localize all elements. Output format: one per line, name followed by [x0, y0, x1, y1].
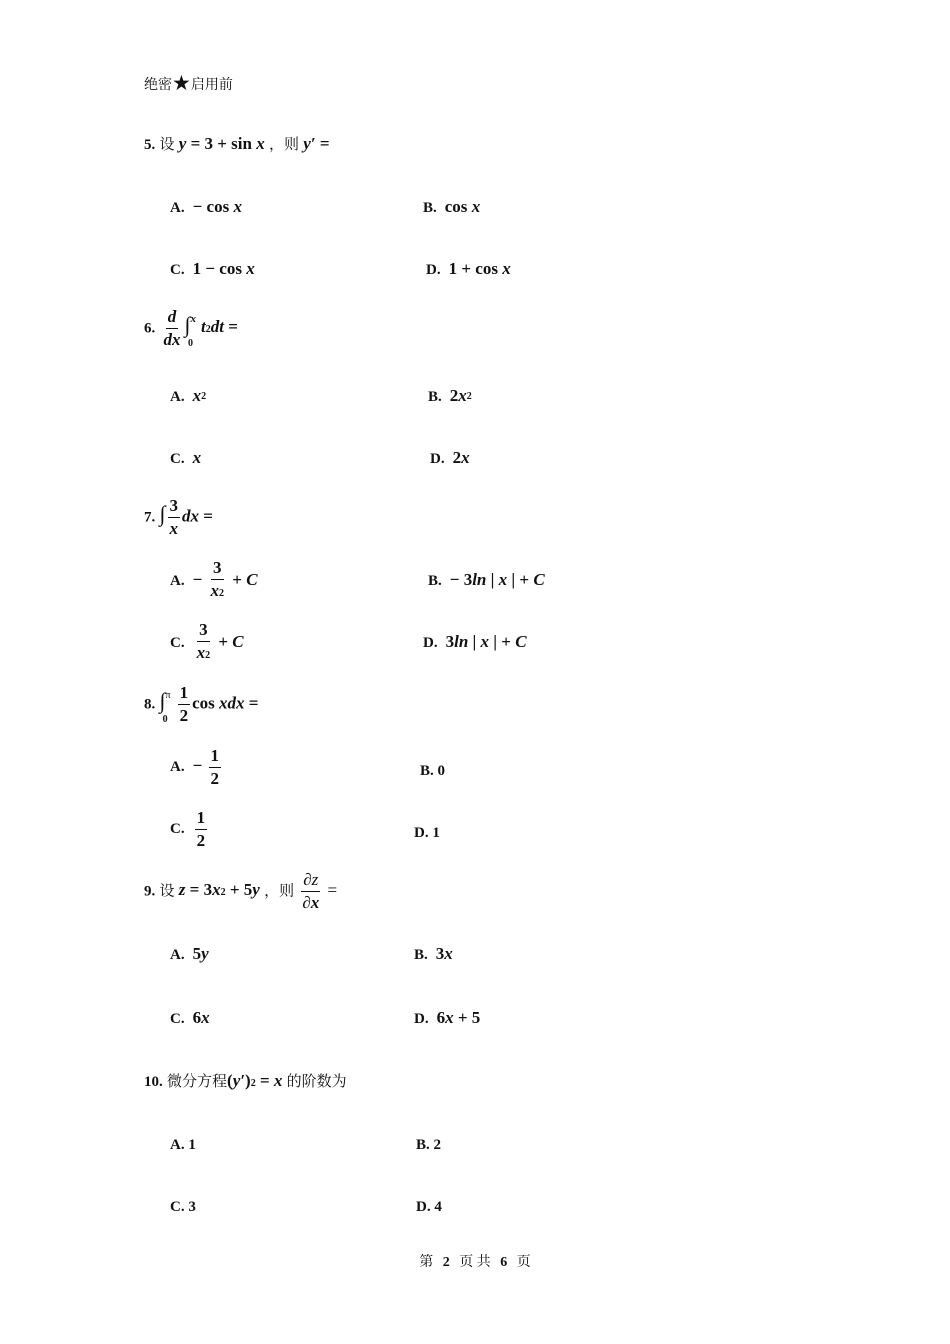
- option-label: B. 0: [420, 763, 446, 779]
- header-suffix: 启用前: [190, 78, 233, 93]
- option-formula: 1 − cos x: [192, 259, 255, 278]
- question-number: 5.: [144, 137, 156, 153]
- option-formula: 2x: [452, 448, 470, 467]
- stem-text: 微分方程: [167, 1074, 228, 1090]
- question-7-option-a[interactable]: [170, 558, 258, 604]
- question-8-option-c[interactable]: [170, 808, 209, 851]
- option-label: D.: [430, 451, 445, 467]
- fraction: $\frac{1}{2}$: [179, 683, 189, 725]
- fraction: $\frac{3}{x}$: [169, 496, 179, 538]
- question-5-option-c[interactable]: [170, 259, 255, 279]
- question-5-option-b[interactable]: [423, 197, 480, 217]
- option-formula: 6x + 5: [436, 1008, 481, 1027]
- option-label: A. 1: [170, 1137, 196, 1153]
- question-9-stem: 9. 设 z = 3x2 + 5y ，则 $\frac{\partial z}{\partial x}$ =: [144, 870, 338, 912]
- formula: z = 3x2 + 5y: [178, 880, 260, 900]
- option-label: C.: [170, 451, 185, 467]
- stem-text: ，则: [264, 883, 295, 900]
- formula: y′ =: [303, 134, 330, 153]
- question-number: 10.: [144, 1074, 163, 1090]
- option-label: A.: [170, 572, 185, 589]
- question-6-option-b[interactable]: [428, 386, 472, 406]
- option-label: B.: [428, 389, 442, 405]
- option-formula: − cos x: [192, 197, 242, 216]
- integral-sign: ∫: [184, 312, 191, 338]
- question-6-option-c[interactable]: [170, 448, 201, 468]
- formula: y = 3 + sin x: [178, 134, 265, 153]
- option-formula: − $\frac{3}{x2}$ + C: [192, 558, 258, 600]
- question-9-option-c[interactable]: [170, 1008, 210, 1028]
- option-formula: 3ln | x | + C: [445, 632, 527, 651]
- option-label: C.: [170, 262, 185, 278]
- question-7-option-b[interactable]: [428, 570, 545, 590]
- question-9-option-b[interactable]: [414, 944, 453, 964]
- question-7-option-d[interactable]: [423, 632, 527, 652]
- option-formula: 2x2: [449, 386, 472, 405]
- question-10-stem: [144, 1070, 347, 1091]
- footer-text: 页: [516, 1255, 531, 1270]
- footer-text: 第: [419, 1255, 434, 1270]
- option-formula: 5y: [192, 944, 209, 963]
- question-5-option-d[interactable]: [426, 259, 511, 279]
- option-formula: x: [192, 448, 202, 467]
- option-formula: 1 + cos x: [448, 259, 511, 278]
- formula: (y′)2 = x: [227, 1071, 283, 1090]
- option-label: A.: [170, 947, 185, 963]
- option-label: D.: [414, 1011, 429, 1027]
- question-6-option-d[interactable]: [430, 448, 470, 468]
- option-label: D. 4: [416, 1199, 442, 1215]
- question-10-option-d[interactable]: [416, 1196, 450, 1216]
- question-5-stem: [144, 133, 330, 154]
- question-8-stem: 8. ∫$^\pi_0$ $\frac{1}{2}$ cos xdx =: [144, 683, 259, 726]
- option-label: D. 1: [414, 825, 440, 841]
- question-8-option-a[interactable]: [170, 746, 223, 789]
- option-label: C.: [170, 821, 185, 838]
- question-10-option-c[interactable]: [170, 1196, 204, 1216]
- question-9-option-d[interactable]: [414, 1008, 480, 1028]
- formula: dx =: [182, 506, 213, 526]
- option-label: B. 2: [416, 1137, 442, 1153]
- option-label: C.: [170, 634, 185, 651]
- footer-text: 页: [459, 1255, 474, 1270]
- question-9-option-a[interactable]: [170, 944, 209, 964]
- option-formula: 6x: [192, 1008, 210, 1027]
- option-formula: $\frac{3}{x2}$ + C: [196, 620, 244, 662]
- integrand: t2dt =: [201, 317, 238, 337]
- option-label: D.: [423, 635, 438, 651]
- footer-text: 共: [476, 1255, 491, 1270]
- integral-sign: ∫: [159, 688, 166, 714]
- option-formula: 3x: [435, 944, 453, 963]
- question-number: 7.: [144, 509, 156, 526]
- stem-text: 的阶数为: [286, 1074, 347, 1090]
- integral-sign: ∫: [159, 501, 166, 527]
- stem-text: ，则: [268, 137, 299, 153]
- question-7-stem: [144, 496, 213, 539]
- question-7-option-c[interactable]: [170, 620, 244, 666]
- option-formula: x2: [192, 386, 207, 405]
- option-label: C.: [170, 1011, 185, 1027]
- question-number: 6.: [144, 320, 156, 337]
- question-10-option-b[interactable]: [416, 1134, 449, 1154]
- option-formula: − 3ln | x | + C: [449, 570, 545, 589]
- option-label: B.: [428, 573, 442, 589]
- question-5-option-a[interactable]: [170, 197, 242, 217]
- question-6-option-a[interactable]: [170, 386, 206, 406]
- formula: cos xdx =: [192, 693, 259, 713]
- question-number: 9.: [144, 883, 156, 900]
- option-formula: − $\frac{1}{2}$: [192, 746, 220, 788]
- option-label: A.: [170, 389, 185, 405]
- confidential-header: [144, 70, 233, 95]
- question-6-stem: 6. $\frac{d}{dx}$ ∫$^x_0$t2dt =: [144, 307, 238, 350]
- question-8-option-d[interactable]: [414, 822, 448, 842]
- derivative-fraction: $\frac{d}{dx}$: [163, 307, 181, 349]
- stem-text: 设: [159, 137, 175, 153]
- option-label: B.: [423, 200, 437, 216]
- option-formula: cos x: [444, 197, 481, 216]
- option-formula: $\frac{1}{2}$: [196, 808, 206, 850]
- page-footer: [0, 1251, 950, 1271]
- question-number: 8.: [144, 696, 156, 713]
- stem-text: 设: [159, 883, 175, 900]
- total-pages-number: 6: [500, 1255, 508, 1270]
- current-page-number: 2: [442, 1255, 450, 1270]
- option-label: B.: [414, 947, 428, 963]
- star-icon: ★: [172, 71, 191, 95]
- option-label: A.: [170, 200, 185, 216]
- option-label: C. 3: [170, 1199, 196, 1215]
- question-8-option-b[interactable]: [420, 760, 453, 780]
- header-prefix: 绝密: [144, 78, 172, 93]
- question-10-option-a[interactable]: [170, 1134, 204, 1154]
- option-label: D.: [426, 262, 441, 278]
- partial-derivative-fraction: $\frac{\partial z}{\partial x}$: [302, 870, 320, 912]
- option-label: A.: [170, 759, 185, 776]
